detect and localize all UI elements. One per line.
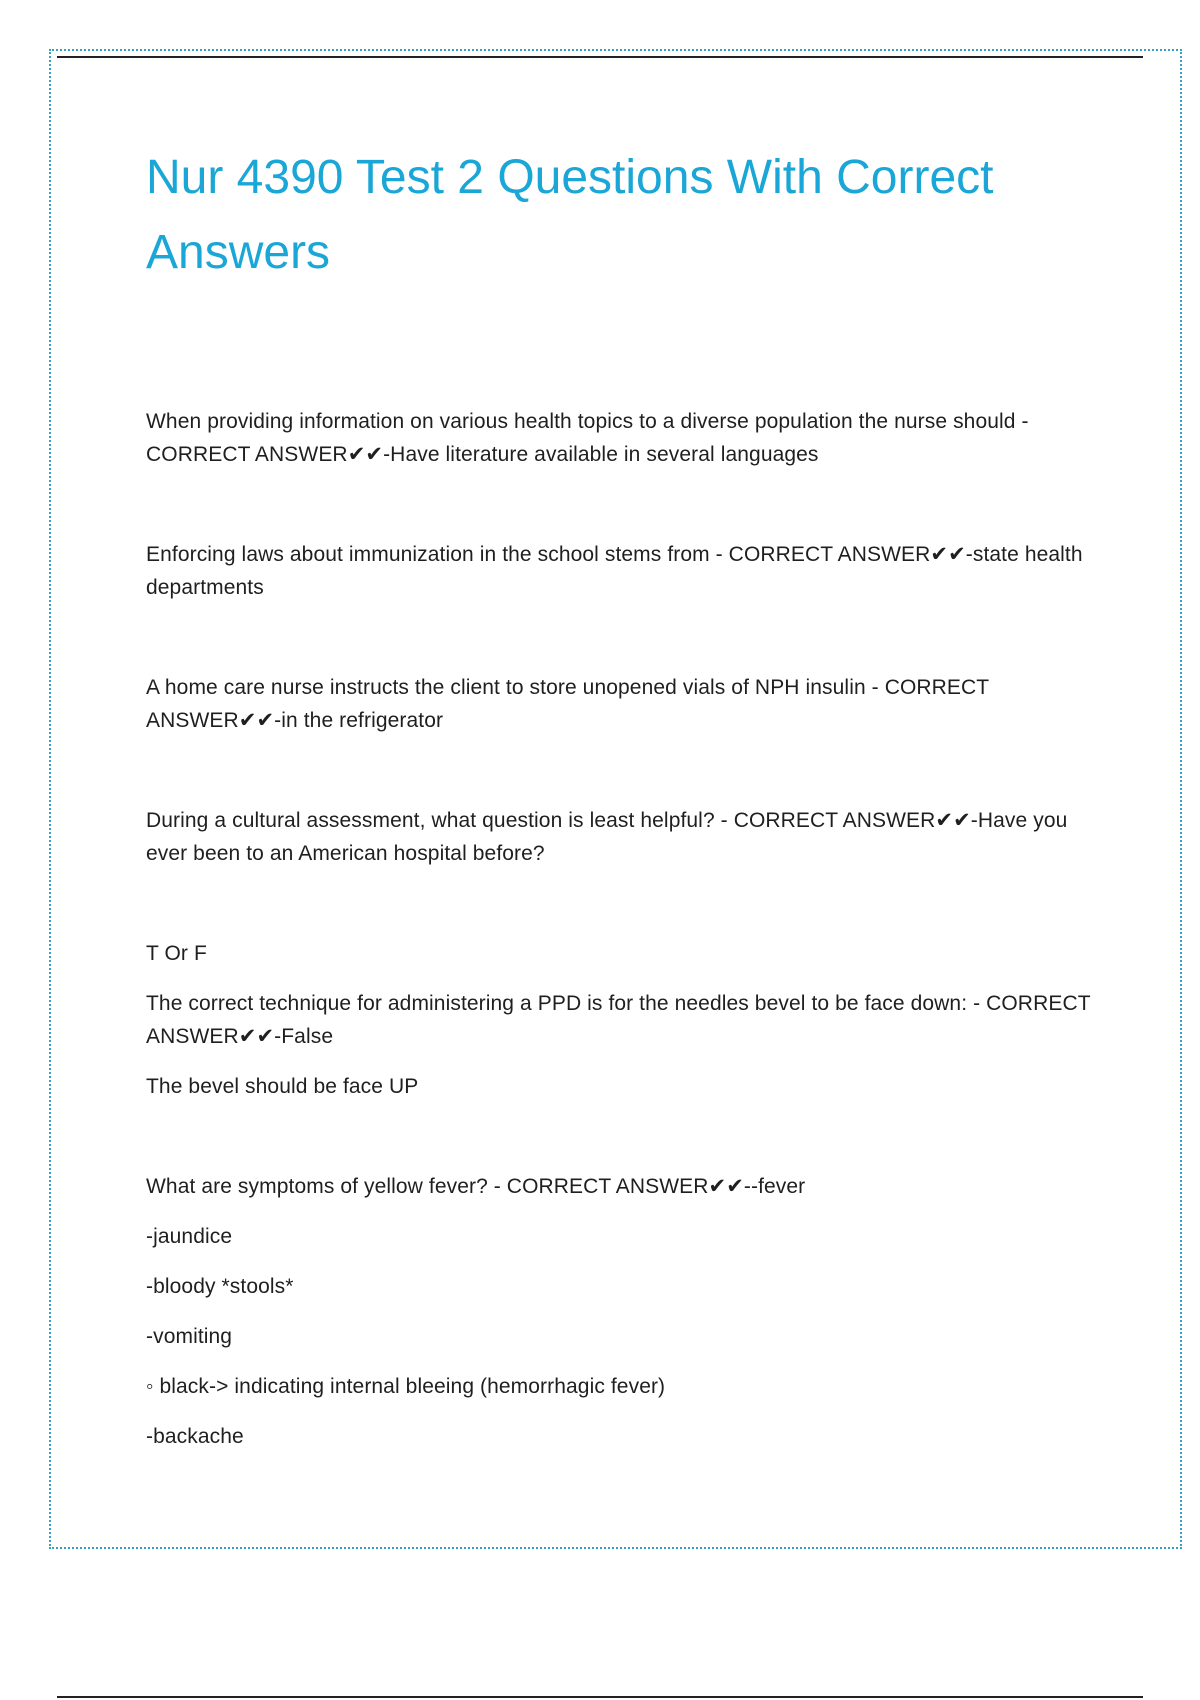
document-body bbox=[146, 140, 1096, 1453]
qa-entry-5: The correct technique for administering a PPD is for the needles bevel to be face down: - CORRECT ANSWER✔✔-False bbox=[146, 992, 1091, 1048]
page-title: Nur 4390 Test 2 Questions With Correct Answers bbox=[146, 151, 994, 279]
qa-entry-5-label: T Or F bbox=[146, 942, 207, 965]
list-item: -vomiting bbox=[146, 1325, 233, 1348]
bottom-rule bbox=[57, 1696, 1143, 1698]
qa-entry-2: Enforcing laws about immunization in the school stems from - CORRECT ANSWER✔✔-state health departments bbox=[146, 543, 1083, 599]
qa-entry-3: A home care nurse instructs the client to store unopened vials of NPH insulin - CORRECT ANSWER✔✔-in the refrigerator bbox=[146, 676, 989, 732]
qa-entry-5-note: The bevel should be face UP bbox=[146, 1075, 419, 1098]
qa-entry-1: When providing information on various health topics to a diverse population the nurse should - CORRECT ANSWER✔✔-Have literature available in several languages bbox=[146, 410, 1029, 466]
list-item: -bloody *stools* bbox=[146, 1275, 294, 1298]
list-item: -jaundice bbox=[146, 1225, 233, 1248]
list-item: -backache bbox=[146, 1425, 244, 1448]
qa-entry-6: What are symptoms of yellow fever? - CORRECT ANSWER✔✔--fever bbox=[146, 1175, 806, 1198]
qa-entry-4: During a cultural assessment, what question is least helpful? - CORRECT ANSWER✔✔-Have you ever been to an American hospital before? bbox=[146, 809, 1068, 865]
qa-list bbox=[146, 405, 1096, 1453]
list-item: ◦ black-> indicating internal bleeing (hemorrhagic fever) bbox=[146, 1375, 666, 1398]
